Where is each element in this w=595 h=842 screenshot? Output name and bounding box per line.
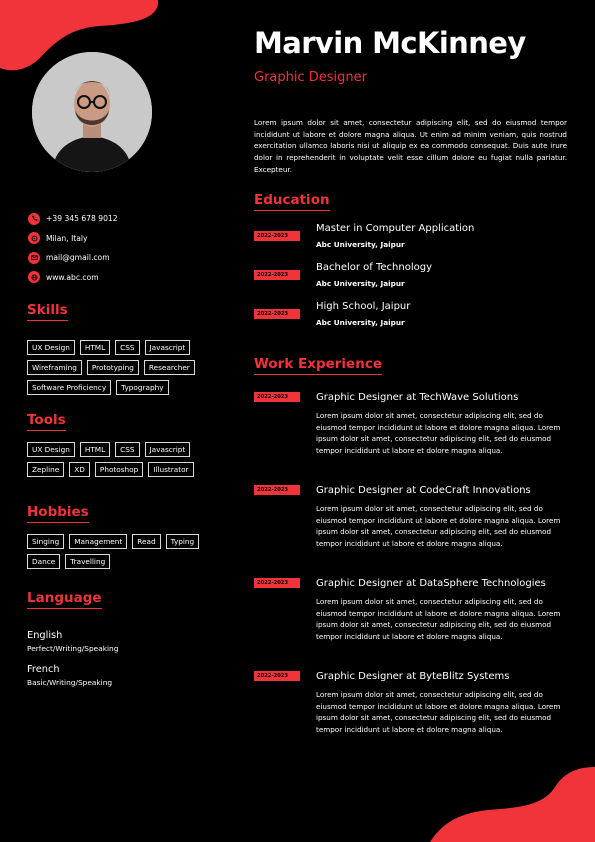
mail-icon [28, 252, 40, 264]
contact-phone [28, 209, 118, 229]
job-title: Graphic Designer at TechWave Solutions [316, 392, 519, 403]
profile-name: Marvin McKinney [254, 26, 526, 60]
work-heading: Work Experience [254, 356, 382, 372]
tool-tag: HTML [80, 442, 110, 457]
education-degree: Master in Computer Application [316, 223, 475, 234]
job-title: Graphic Designer at CodeCraft Innovations [316, 485, 531, 496]
location-icon [28, 232, 40, 244]
job-description: Lorem ipsum dolor sit amet, consectetur adipiscing elit, sed do eiusmod tempor incididunt ut labore et dolore magna aliqua. Lorem ipsum dolor sit amet, consectetur adipiscing elit, sed do eiusmod tempor incididunt ut labore et dolore magna aliqua. [316, 504, 561, 549]
skills-tags [27, 340, 227, 395]
tools-tags [27, 442, 227, 477]
hobby-tag: Singing [27, 534, 64, 549]
education-date-badge: 2022-2023 [254, 231, 300, 241]
language-item [27, 664, 112, 687]
education-date-badge: 2022-2023 [254, 270, 300, 280]
tool-tag: UX Design [27, 442, 75, 457]
profile-photo [32, 52, 152, 172]
language-heading: Language [27, 590, 102, 606]
avatar [32, 52, 152, 172]
work-date-badge: 2022-2023 [254, 392, 300, 402]
tool-tag: XD [69, 462, 90, 477]
tool-tag: Javascript [145, 442, 191, 457]
contact-location-text: Milan, Italy [46, 233, 88, 243]
contact-location [28, 229, 118, 249]
language-level: Basic/Writing/Speaking [27, 678, 113, 687]
education-degree: Bachelor of Technology [316, 262, 432, 273]
hobby-tag: Management [69, 534, 127, 549]
contact-mail-text[interactable]: mail@gmail.com [46, 253, 110, 263]
hobby-tag: Read [132, 534, 160, 549]
hobbies-heading: Hobbies [27, 504, 89, 520]
skill-tag: HTML [80, 340, 110, 355]
language-name: English [27, 630, 63, 641]
work-date-badge: 2022-2023 [254, 578, 300, 588]
profile-summary: Lorem ipsum dolor sit amet, consectetur adipiscing elit, sed do eiusmod tempor incididunt ut labore et dolore magna aliqua. Ut enim ad minim veniam, quis nostrud exercitation ullamco laboris nisi ut aliquip ex ea commodo consequat. Duis aute irure dolor in reprehenderit in voluptate velit esse cillum dolore eu fugiat nulla pariatur. Excepteur. [254, 118, 567, 174]
education-degree: High School, Jaipur [316, 301, 411, 312]
work-date-badge: 2022-2023 [254, 671, 300, 681]
hobby-tag: Travelling [65, 554, 110, 569]
contact-mail [28, 248, 118, 268]
language-item [27, 630, 118, 653]
job-title: Graphic Designer at DataSphere Technologies [316, 578, 546, 589]
decorative-blob-bottom [430, 767, 595, 842]
tool-tag: Photoshop [95, 462, 143, 477]
skill-tag: Software Proficiency [27, 380, 111, 395]
tool-tag: Illustrator [148, 462, 193, 477]
skills-heading: Skills [27, 302, 68, 318]
skill-tag: Wireframing [27, 360, 82, 375]
education-school: Abc University, Jaipur [316, 279, 405, 288]
tool-tag: Zepline [27, 462, 64, 477]
job-title: Graphic Designer at ByteBlitz Systems [316, 671, 510, 682]
education-school: Abc University, Jaipur [316, 240, 405, 249]
education-heading: Education [254, 192, 330, 208]
globe-icon [28, 271, 40, 283]
job-description: Lorem ipsum dolor sit amet, consectetur adipiscing elit, sed do eiusmod tempor incididunt ut labore et dolore magna aliqua. Lorem ipsum dolor sit amet, consectetur adipiscing elit, sed do eiusmod tempor incididunt ut labore et dolore magna aliqua. [316, 411, 561, 456]
language-level: Perfect/Writing/Speaking [27, 644, 119, 653]
hobbies-tags [27, 534, 227, 569]
skill-tag: Researcher [144, 360, 195, 375]
job-description: Lorem ipsum dolor sit amet, consectetur adipiscing elit, sed do eiusmod tempor incididunt ut labore et dolore magna aliqua. Lorem ipsum dolor sit amet, consectetur adipiscing elit, sed do eiusmod tempor incididunt ut labore et dolore magna aliqua. [316, 690, 561, 735]
hobby-tag: Dance [27, 554, 60, 569]
contact-web-text[interactable]: www.abc.com [46, 272, 99, 282]
phone-icon [28, 213, 40, 225]
skill-tag: Prototyping [87, 360, 139, 375]
skill-tag: CSS [115, 340, 139, 355]
skill-tag: Javascript [145, 340, 191, 355]
contact-list [28, 209, 118, 287]
hobby-tag: Typing [166, 534, 200, 549]
tool-tag: CSS [115, 442, 139, 457]
contact-web [28, 268, 118, 288]
job-description: Lorem ipsum dolor sit amet, consectetur adipiscing elit, sed do eiusmod tempor incididunt ut labore et dolore magna aliqua. Lorem ipsum dolor sit amet, consectetur adipiscing elit, sed do eiusmod tempor incididunt ut labore et dolore magna aliqua. [316, 597, 561, 642]
contact-phone-text: +39 345 678 9012 [46, 214, 118, 224]
skill-tag: Typography [116, 380, 168, 395]
skill-tag: UX Design [27, 340, 75, 355]
education-school: Abc University, Jaipur [316, 318, 405, 327]
profile-role: Graphic Designer [254, 70, 367, 85]
tools-heading: Tools [27, 412, 66, 428]
language-name: French [27, 664, 60, 675]
work-date-badge: 2022-2023 [254, 485, 300, 495]
education-date-badge: 2022-2023 [254, 309, 300, 319]
